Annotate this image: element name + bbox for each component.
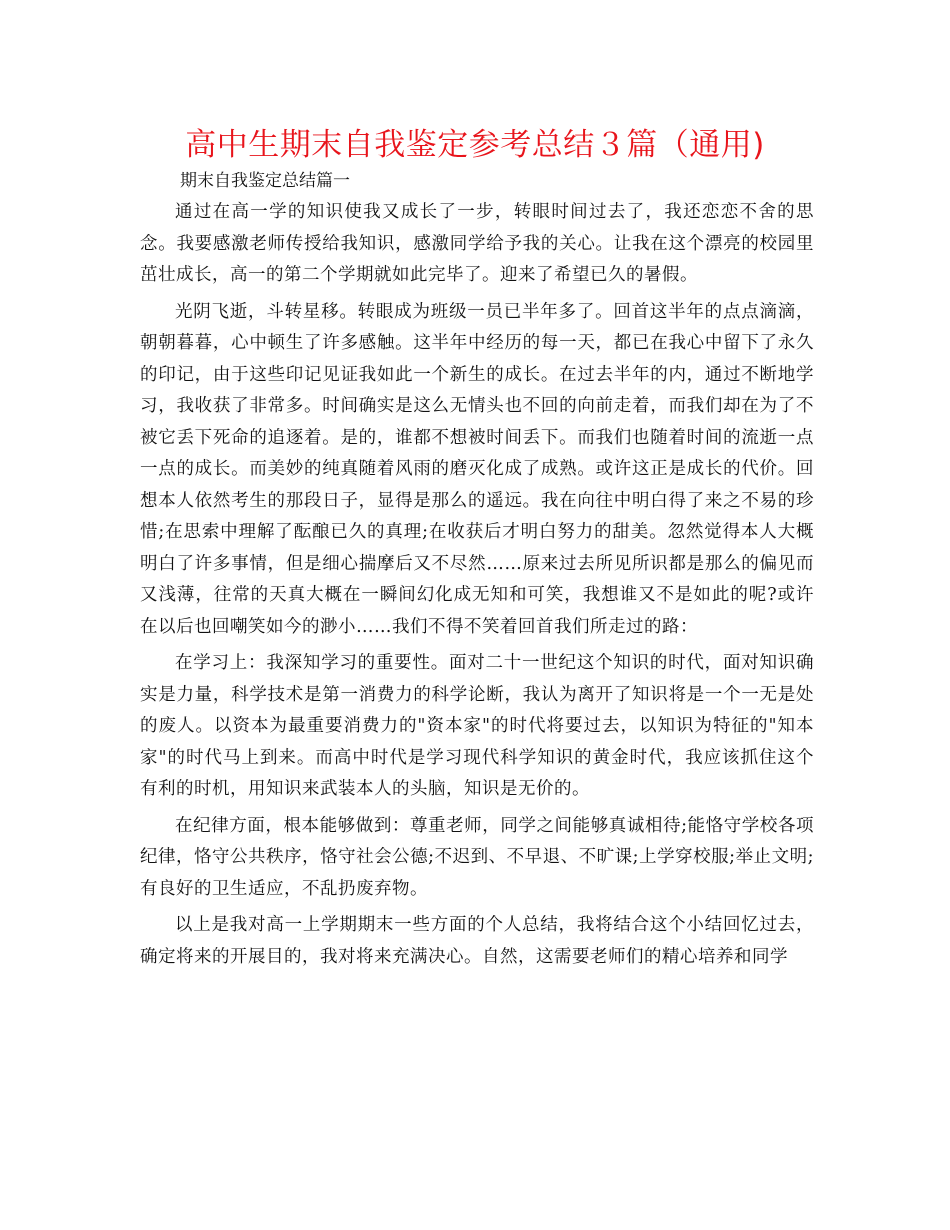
paragraph: 在学习上：我深知学习的重要性。面对二十一世纪这个知识的时代，面对知识确实是力量，科学技术是第一消费力的科学论断，我认为离开了知识将是一个一无是处的废人。以资本为最重要消费力的"资本家"的时代将要过去，以知识为特征的"知本家"的时代马上到来。而高中时代是学习现代科学知识的黄金时代，我应该抓住这个有利的时机，用知识来武装本人的头脑，知识是无价的。 — [140, 653, 814, 799]
section-heading: 期末自我鉴定总结篇一 — [180, 171, 350, 191]
document-title: 高中生期末自我鉴定参考总结３篇（通用) — [185, 127, 765, 163]
paragraph: 在纪律方面，根本能够做到：尊重老师，同学之间能够真诚相待;能恪守学校各项纪律，恪守公共秩序，恪守社会公德;不迟到、不早退、不旷课;上学穿校服;举止文明;有良好的卫生适应，不乱扔废弃物。 — [140, 815, 814, 899]
paragraph: 以上是我对高一上学期期末一些方面的个人总结，我将结合这个小结回忆过去，确定将来的开展目的，我对将来充满决心。自然，这需要老师们的精心培养和同学 — [140, 915, 814, 967]
paragraph: 光阴飞逝，斗转星移。转眼成为班级一员已半年多了。回首这半年的点点滴滴，朝朝暮暮，心中顿生了许多感触。这半年中经历的每一天，都已在我心中留下了永久的印记，由于这些印记见证我如此一个新生的成长。在过去半年的内，通过不断地学习，我收获了非常多。时间确实是这么无情头也不回的向前走着，而我们却在为了不被它丢下死命的追逐着。是的，谁都不想被时间丢下。而我们也随着时间的流逝一点一点的成长。而美妙的纯真随着风雨的磨灭化成了成熟。或许这正是成长的代价。回想本人依然考生的那段日子，显得是那么的遥远。我在向往中明白得了来之不易的珍惜;在思索中理解了酝酿已久的真理;在收获后才明白努力的甜美。忽然觉得本人大概明白了许多事情，但是细心揣摩后又不尽然……原来过去所见所识都是那么的偏见而又浅薄，往常的天真大概在一瞬间幻化成无知和可笑，我想谁又不是如此的呢?或许在以后也回嘲笑如今的渺小……我们不得不笑着回首我们所走过的路： — [140, 301, 814, 637]
paragraph: 通过在高一学的知识使我又成长了一步，转眼时间过去了，我还恋恋不舍的思念。我要感激老师传授给我知识，感激同学给予我的关心。让我在这个漂亮的校园里茁壮成长，高一的第二个学期就如此完毕了。迎来了希望已久的暑假。 — [140, 202, 814, 285]
document-body — [140, 197, 814, 978]
